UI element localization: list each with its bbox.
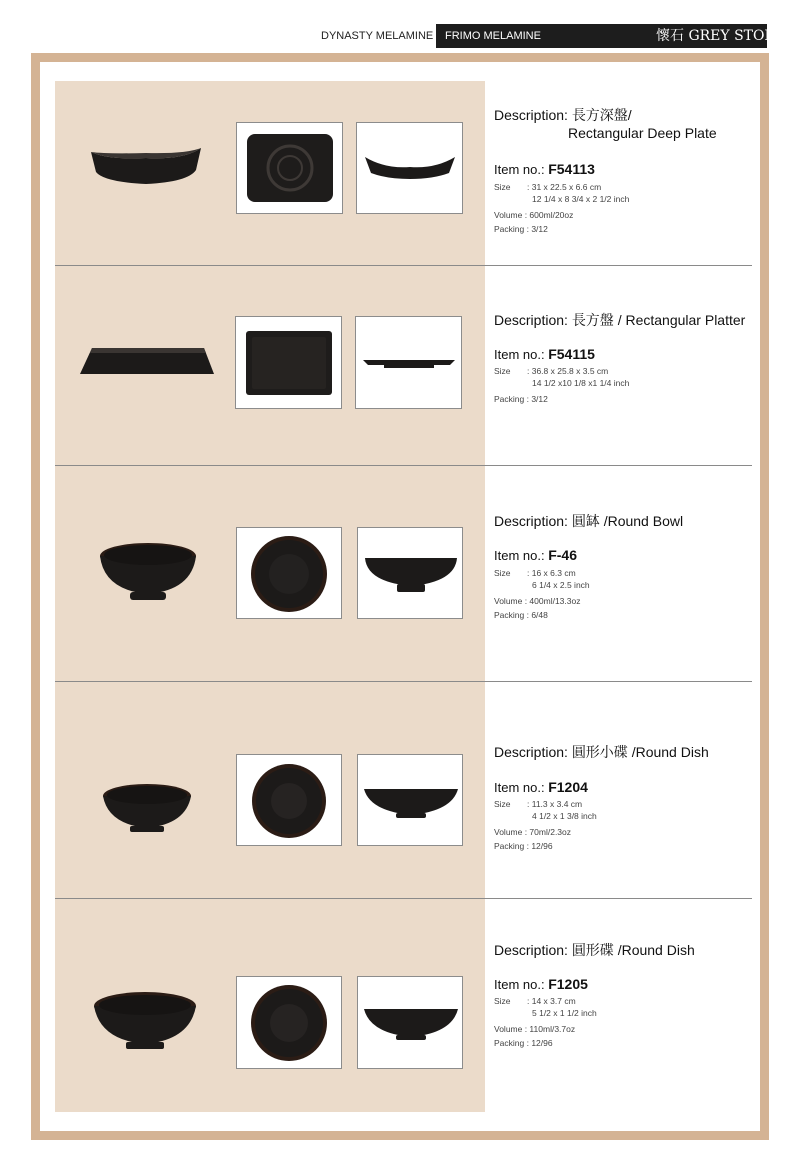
round-dish-photo [92,990,198,1054]
packing-spec: Packing : 12/96 [494,1038,553,1048]
tab-grey-stone[interactable]: 懷石 GREY STONE [636,24,767,48]
volume-spec: Volume : 400ml/13.3oz [494,596,581,606]
bowl-top-view-image [249,534,329,614]
round-dish-small-photo [100,780,194,838]
product-description: Description: 圓形碟 /Round Dish [494,942,695,958]
bowl-side-view-image [363,554,459,598]
thumbnail-side-view[interactable] [357,527,463,619]
platter-photo [78,344,216,380]
plate-top-view-image [244,131,336,205]
item-number: Item no.: F-46 [494,547,577,563]
dish-top-view-image [250,762,328,840]
row-divider [55,898,752,899]
item-number: Item no.: F54113 [494,161,595,177]
tab-frimo-melamine[interactable]: FRIMO MELAMINE [436,24,636,48]
deep-plate-photo [88,140,204,190]
item-number: Item no.: F54115 [494,346,595,362]
row-divider [55,465,752,466]
volume-spec: Volume : 600ml/20oz [494,210,574,220]
packing-spec: Packing : 3/12 [494,394,548,404]
platter-top-view-image [244,329,334,397]
size-spec: Size : 36.8 x 25.8 x 3.5 cm 14 1/2 x10 1/8 x1 1/4 inch [494,366,630,388]
packing-spec: Packing : 12/96 [494,841,553,851]
volume-spec: Volume : 110ml/3.7oz [494,1024,576,1034]
packing-spec: Packing : 3/12 [494,224,548,234]
product-description: Description: 圓形小碟 /Round Dish [494,744,709,760]
round-bowl-photo [98,540,198,606]
thumbnail-top-view[interactable] [236,754,342,846]
thumbnail-top-view[interactable] [236,122,343,214]
packing-spec: Packing : 6/48 [494,610,548,620]
thumbnail-side-view[interactable] [357,754,463,846]
product-description: Description: 長方盤 / Rectangular Platter [494,312,746,328]
row-divider [55,681,752,682]
thumbnail-top-view[interactable] [236,976,342,1069]
item-number: Item no.: F1204 [494,779,588,795]
thumbnail-side-view[interactable] [357,976,463,1069]
item-number: Item no.: F1205 [494,976,588,992]
platter-side-view-image [362,357,456,371]
plate-side-view-image [363,153,457,183]
size-spec: Size : 11.3 x 3.4 cm 4 1/2 x 1 3/8 inch [494,799,597,821]
size-spec: Size : 14 x 3.7 cm 5 1/2 x 1 1/2 inch [494,996,597,1018]
tab-dynasty-melamine[interactable]: DYNASTY MELAMINE [321,30,434,42]
catalog-header [0,24,800,48]
size-spec: Size : 16 x 6.3 cm 6 1/4 x 2.5 inch [494,568,590,590]
dish-side-view-image [362,787,460,823]
dish-side-view-image [362,1007,460,1045]
thumbnail-side-view[interactable] [356,122,463,214]
thumbnail-side-view[interactable] [355,316,462,409]
row-divider [55,265,752,266]
dish-top-view-image [249,983,329,1063]
volume-spec: Volume : 70ml/2.3oz [494,827,572,837]
product-description: Description: 長方深盤/ Rectangular Deep Plate [494,107,717,141]
thumbnail-top-view[interactable] [235,316,342,409]
size-spec: Size : 31 x 22.5 x 6.6 cm 12 1/4 x 8 3/4 x 2 1/2 inch [494,182,630,204]
thumbnail-top-view[interactable] [236,527,342,619]
product-description: Description: 圓缽 /Round Bowl [494,513,684,529]
